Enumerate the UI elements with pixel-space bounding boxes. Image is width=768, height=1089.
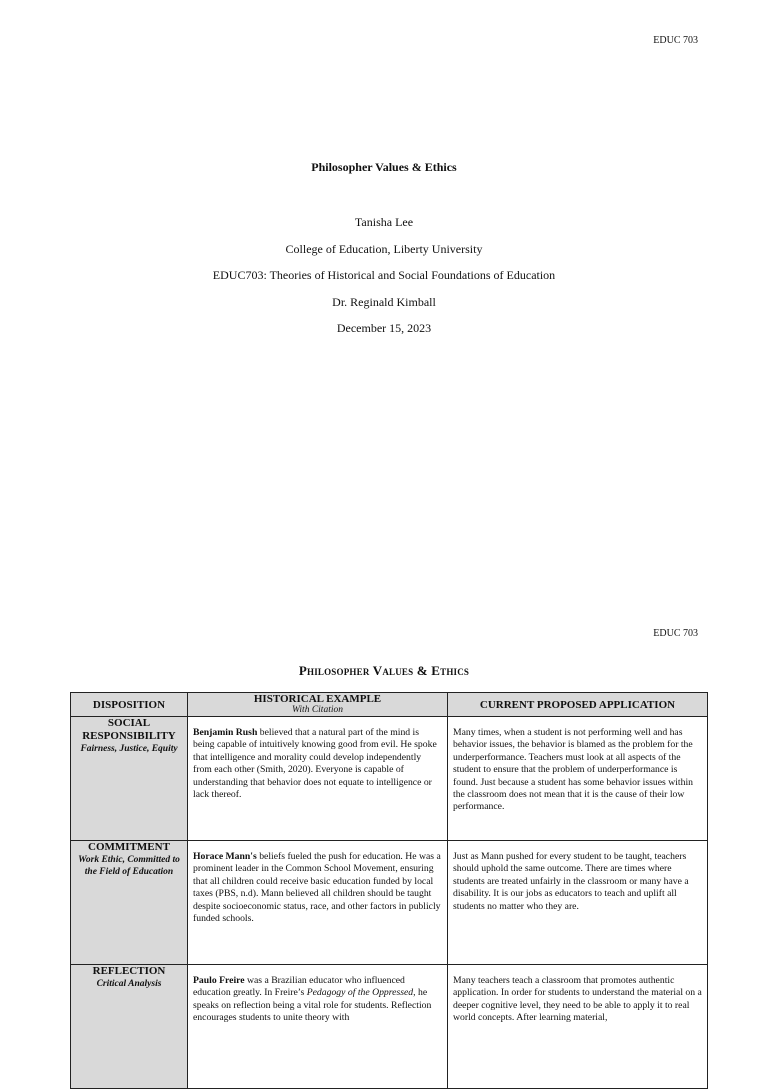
table-header-row xyxy=(71,693,708,717)
application-text: Many teachers teach a classroom that promotes authentic application. In order for students to understand the material on a deeper cognitive level, they need to be able to apply it to real world concepts. After learning material, xyxy=(453,975,702,1024)
historical-example-cell xyxy=(188,841,448,965)
historical-example-cell xyxy=(188,717,448,841)
title-page xyxy=(0,160,768,342)
application-text: Many times, when a student is not performing well and has behavior issues, the behavior is blamed as the problem for the underperformance. Teachers must look at all aspects of the student to ensure that the problem of underperformance is found. Just because a student has some behavior issues within the classroom does not mean that it is the cause of their low performance. xyxy=(453,727,693,813)
disposition-cell xyxy=(71,841,188,965)
disposition-name: REFLECTION xyxy=(92,965,166,977)
course-name: EDUC703: Theories of Historical and Social Foundations of Education xyxy=(212,268,556,282)
table-row xyxy=(71,841,708,965)
institution: College of Education, Liberty University xyxy=(285,241,483,256)
historical-example-text: was a Brazilian educator who influenced education greatly. In Freire’s xyxy=(193,975,405,999)
application-cell xyxy=(448,965,708,1089)
column-header-disposition: DISPOSITION xyxy=(71,693,188,717)
with-citation-label: With Citation xyxy=(292,704,343,715)
book-title: Pedagogy of the Oppressed xyxy=(306,987,414,999)
historical-example-label: HISTORICAL EXAMPLE xyxy=(253,692,382,705)
philosopher-name: Benjamin Rush xyxy=(193,727,258,738)
author-name: Tanisha Lee xyxy=(354,215,414,229)
table-row xyxy=(71,965,708,1089)
column-header-historical-example xyxy=(188,693,448,717)
document-title: Philosopher Values & Ethics xyxy=(311,160,457,174)
submission-date: December 15, 2023 xyxy=(336,321,432,335)
table-row xyxy=(71,717,708,841)
column-header-current-application: CURRENT PROPOSED APPLICATION xyxy=(448,693,708,717)
table-title: Philosopher Values & Ethics xyxy=(298,663,470,678)
historical-example-text: beliefs fueled the push for education. He was a prominent leader in the Common School Movement, ensuring that all children could receive basic education funded by local taxes (PBS, n.d). Mann believed all children should be taught despite socioeconomic status, race, and other factors in publicly funded schools. xyxy=(193,851,441,925)
disposition-subtitle: Work Ethic, Committed to the Field of Education xyxy=(78,855,180,877)
instructor-name: Dr. Reginald Kimball xyxy=(332,294,436,309)
application-cell xyxy=(448,841,708,965)
historical-example-text-continued: , he speaks on reflection being a vital role for students. Reflection encourages students to unite theory with xyxy=(193,987,432,1024)
application-text: Just as Mann pushed for every student to be taught, teachers should uphold the same outcome. There are times where students are treated unfairly in the classroom or many have a disability. It is our jobs as educators to teach and uplift all students no matter who they are. xyxy=(453,851,689,912)
application-cell xyxy=(448,717,708,841)
disposition-name: SOCIAL RESPONSIBILITY xyxy=(82,717,176,742)
historical-example-text: believed that a natural part of the mind is being capable of intuitively knowing good from evil. He spoke that intelligence and morality could develop independently from each other (Smith, 2020). Everyone is capable of understanding that behavior does not equate to intelligence or lack thereof. xyxy=(193,727,437,801)
page-header-course-code: EDUC 703 xyxy=(653,628,698,639)
disposition-subtitle: Fairness, Justice, Equity xyxy=(80,744,178,754)
philosopher-name: Horace Mann's xyxy=(193,851,257,862)
disposition-cell xyxy=(71,965,188,1089)
philosopher-name: Paulo Freire xyxy=(193,975,245,986)
page-header-course-code: EDUC 703 xyxy=(653,35,698,46)
disposition-table xyxy=(70,692,708,1089)
disposition-name: COMMITMENT xyxy=(88,841,170,853)
disposition-subtitle: Critical Analysis xyxy=(96,979,162,989)
disposition-cell xyxy=(71,717,188,841)
historical-example-cell xyxy=(188,965,448,1089)
